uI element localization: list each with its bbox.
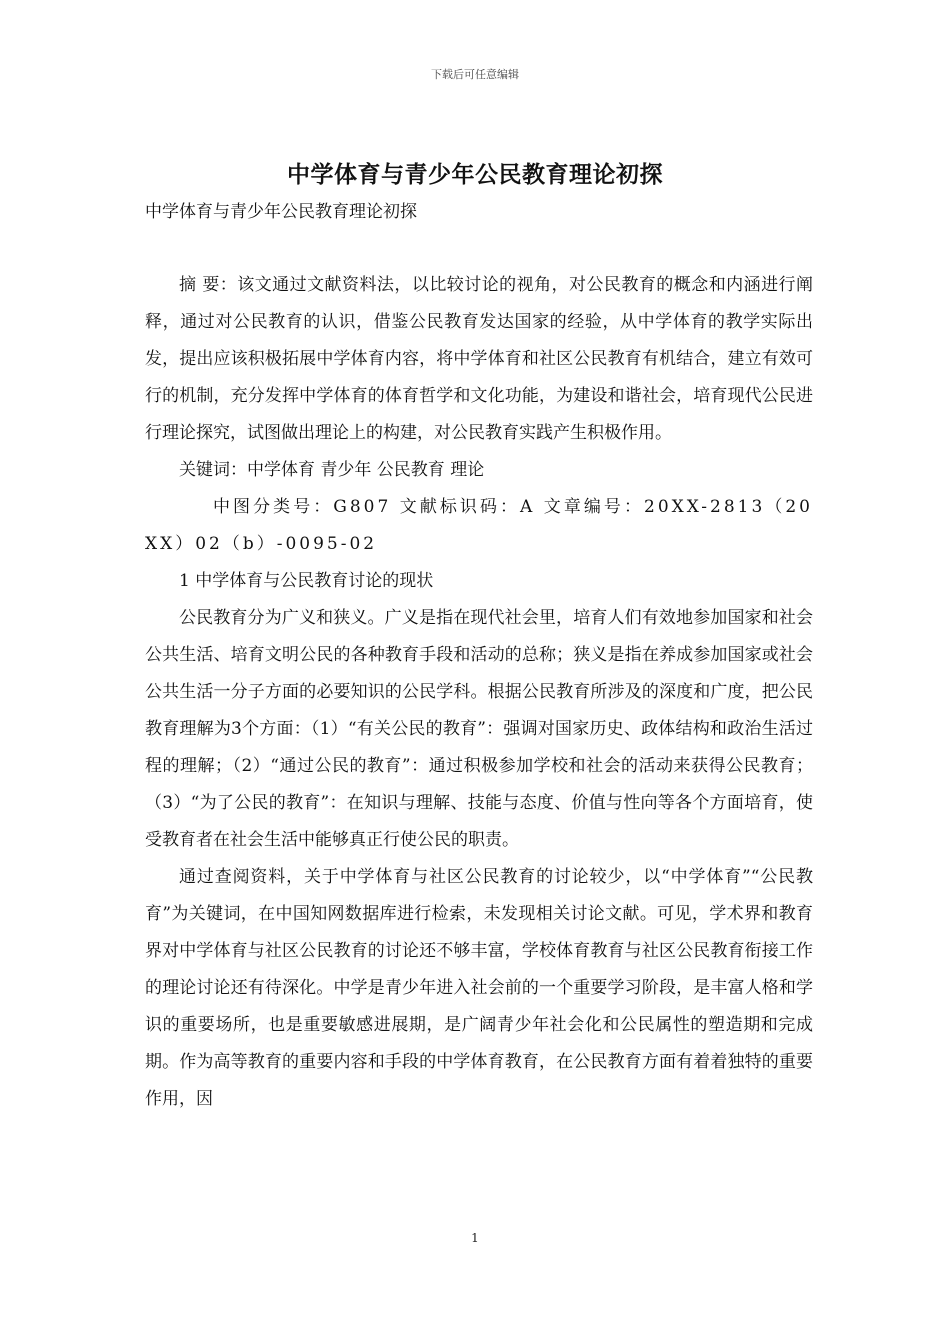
subtitle-line: 中学体育与青少年公民教育理论初探 (145, 202, 417, 222)
section-heading: 1 中学体育与公民教育讨论的现状 (179, 571, 434, 591)
page-number: 1 (471, 1231, 479, 1245)
document-body (145, 194, 813, 1118)
classification-line: 中图分类号：G807 文献标识码：A 文章编号：20XX-2813（20XX）02（b）-0095-02 (145, 497, 813, 554)
abstract-paragraph: 摘 要：该文通过文献资料法，以比较讨论的视角，对公民教育的概念和内涵进行阐释，通过对公民教育的认识，借鉴公民教育发达国家的经验，从中学体育的教学实际出发，提出应该积极拓展中学体育内容，将中学体育和社区公民教育有机结合，建立有效可行的机制，充分发挥中学体育的体育哲学和文化功能，为建设和谐社会，培育现代公民进行理论探究，试图做出理论上的构建，对公民教育实践产生积极作用。 (145, 275, 813, 443)
body-paragraph: 公民教育分为广义和狭义。广义是指在现代社会里，培育人们有效地参加国家和社会公共生活、培育文明公民的各种教育手段和活动的总称；狭义是指在养成参加国家或社会公共生活一分子方面的必要知识的公民学科。根据公民教育所涉及的深度和广度，把公民教育理解为3个方面：（1）“有关公民的教育”：强调对国家历史、政体结构和政治生活过程的理解；（2）“通过公民的教育”：通过积极参加学校和社会的活动来获得公民教育；（3）“为了公民的教育”：在知识与理解、技能与态度、价值与性向等各个方面培育，使受教育者在社会生活中能够真正行使公民的职责。 (145, 608, 813, 850)
page-header-note: 下载后可任意编辑 (431, 68, 519, 81)
spacer (145, 231, 813, 267)
keywords-line: 关键词：中学体育 青少年 公民教育 理论 (179, 460, 485, 480)
body-paragraph: 通过查阅资料，关于中学体育与社区公民教育的讨论较少，以“中学体育”“公民教育”为关键词，在中国知网数据库进行检索，未发现相关讨论文献。可见，学术界和教育界对中学体育与社区公民教育的讨论还不够丰富，学校体育教育与社区公民教育衔接工作的理论讨论还有待深化。中学是青少年进入社会前的一个重要学习阶段，是丰富人格和学识的重要场所，也是重要敏感进展期，是广阔青少年社会化和公民属性的塑造期和完成期。作为高等教育的重要内容和手段的中学体育教育，在公民教育方面有着着独特的重要作用，因 (145, 867, 813, 1109)
document-title: 中学体育与青少年公民教育理论初探 (287, 161, 663, 188)
